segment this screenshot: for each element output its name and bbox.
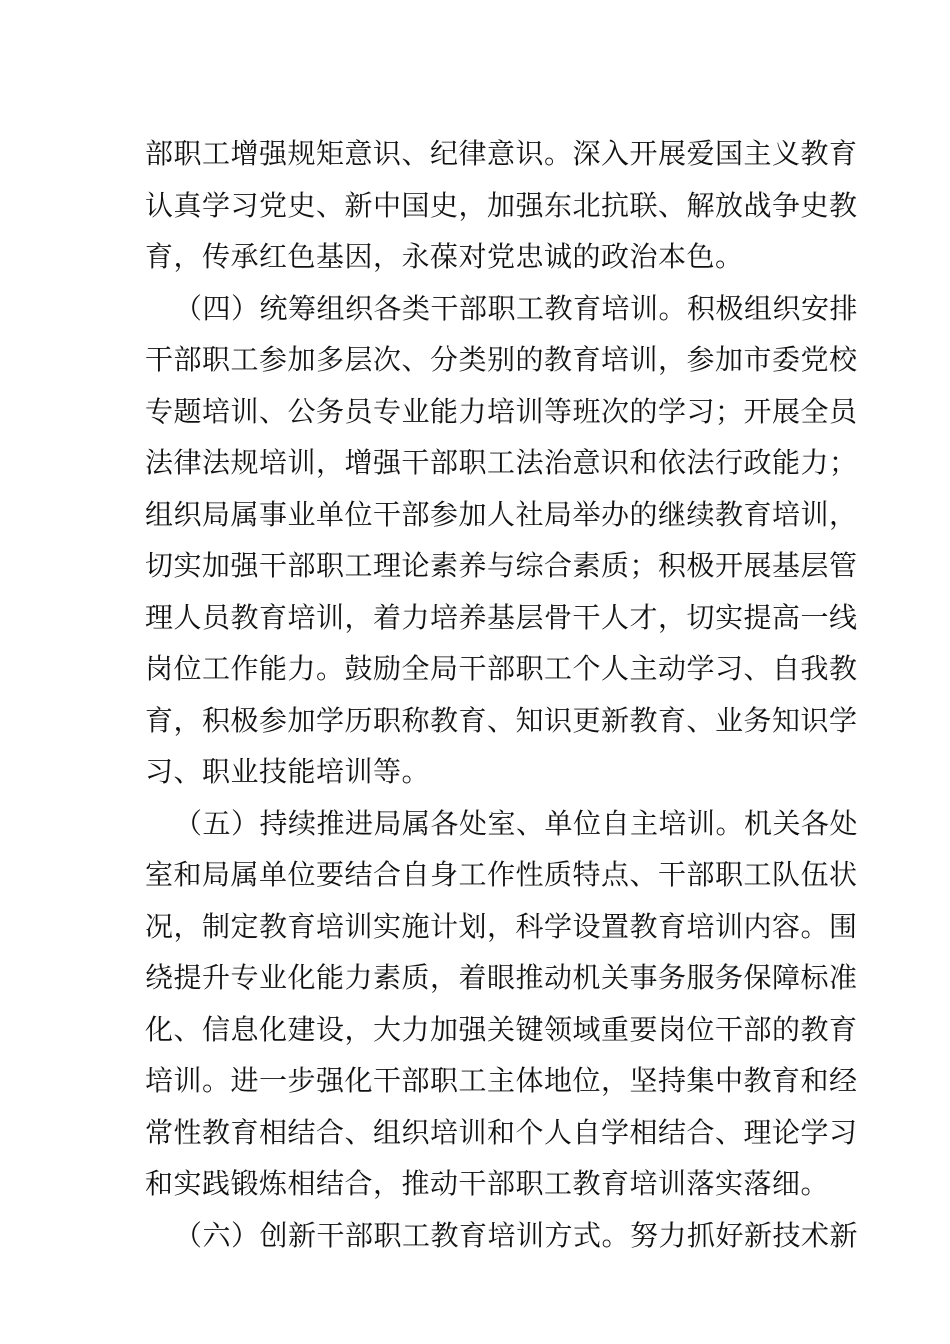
text-line: 育，积极参加学历职称教育、知识更新教育、业务知识学 [145,703,858,737]
text-line: 专题培训、公务员专业能力培训等班次的学习；开展全员 [145,394,858,428]
text-line: 部职工增强规矩意识、纪律意识。深入开展爱国主义教育 [145,137,858,170]
text-line: 认真学习党史、新中国史，加强东北抗联、解放战争史教 [145,188,858,222]
body-text [145,128,859,1261]
text-line: 常性教育相结合、组织培训和个人自学相结合、理论学习 [145,1115,858,1149]
text-line: 法律法规培训，增强干部职工法治意识和依法行政能力； [145,446,858,479]
text-line: 岗位工作能力。鼓励全局干部职工个人主动学习、自我教 [145,652,858,685]
text-line: 育，传承红色基因，永葆对党忠诚的政治本色。 [145,240,744,273]
text-line: 习、职业技能培训等。 [145,755,431,788]
text-line: 化、信息化建设，大力加强关键领域重要岗位干部的教育 [145,1012,858,1046]
text-line: 培训。进一步强化干部职工主体地位，坚持集中教育和经 [145,1064,858,1097]
section-heading-four: （四）统筹组织各类干部职工教育培训。积极组织安排 [174,291,859,325]
text-line: 和实践锻炼相结合，推动干部职工教育培训落实落细。 [145,1167,830,1200]
text-line: 切实加强干部职工理论素养与综合素质；积极开展基层管 [145,549,858,582]
text-line: 理人员教育培训，着力培养基层骨干人才，切实提高一线 [145,600,858,634]
text-line: 干部职工参加多层次、分类别的教育培训，参加市委党校 [145,343,858,376]
section-heading-five: （五）持续推进局属各处室、单位自主培训。机关各处 [174,806,859,840]
section-heading-six: （六）创新干部职工教育培训方式。努力抓好新技术新 [174,1218,859,1252]
text-line: 绕提升专业化能力素质，着眼推动机关事务服务保障标准 [145,961,858,994]
text-line: 况，制定教育培训实施计划，科学设置教育培训内容。围 [145,909,858,943]
text-line: 组织局属事业单位干部参加人社局举办的继续教育培训， [145,497,858,531]
text-line: 室和局属单位要结合自身工作性质特点、干部职工队伍状 [145,858,858,891]
